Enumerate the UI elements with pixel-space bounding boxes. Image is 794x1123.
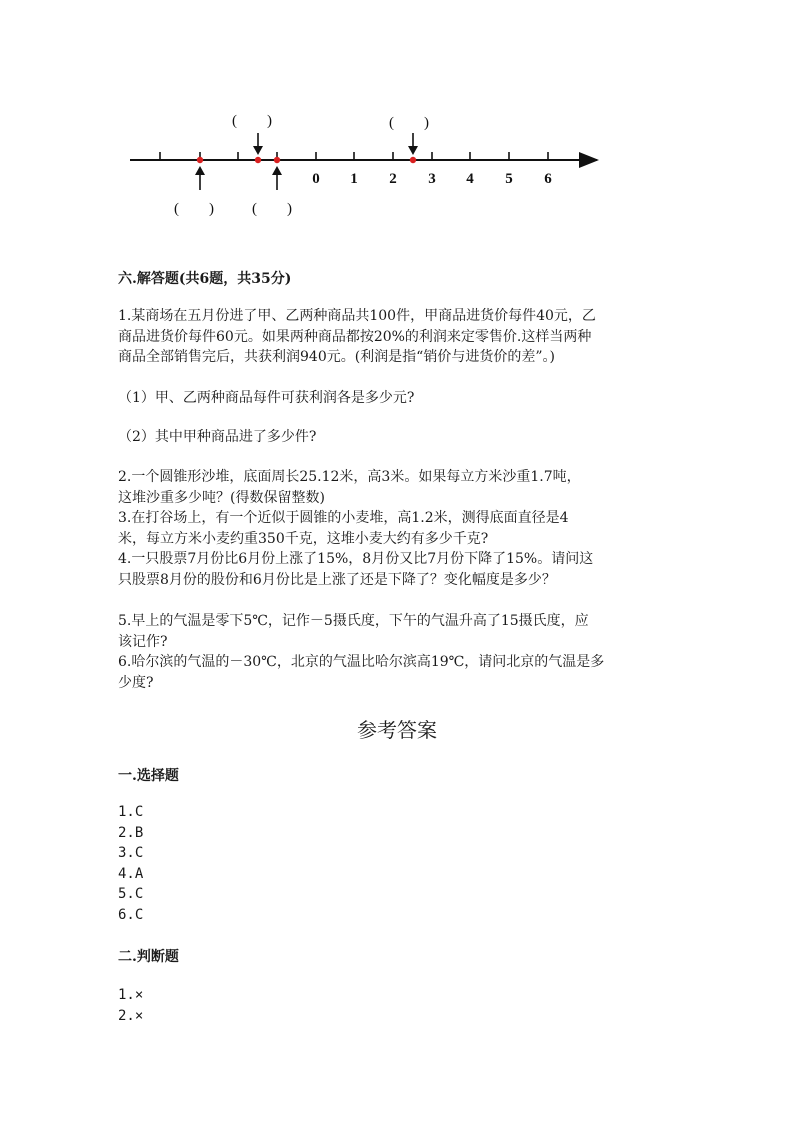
number-line-tick-label: 6: [544, 171, 552, 187]
answer-item: 2.B: [118, 824, 144, 841]
question-2: [118, 467, 678, 508]
choice-answer-list: [118, 802, 143, 926]
number-line-tick-label: 0: [312, 171, 320, 187]
question-5: [118, 611, 678, 652]
question-text-line: 4.一只股票7月份比6月份上涨了15%，8月份又比7月份下降了15%。请问这: [118, 551, 594, 567]
question-text-line: 商品全部销售完后，共获利润940元。(利润是指“销价与进货价的差”。): [118, 349, 555, 365]
answer-item: 5.C: [118, 886, 144, 903]
answer-blank-bottom-2[interactable]: ( ): [252, 201, 292, 217]
answer-item: 2.×: [118, 1007, 144, 1024]
question-text-line: 米，每立方米小麦约重350千克，这堆小麦大约有多少千克?: [118, 530, 489, 547]
up-arrow-icon: [272, 166, 282, 175]
answer-blank-top-1[interactable]: ( ): [232, 113, 272, 129]
number-line-tick-label: 3: [428, 171, 436, 187]
answer-item: 4.A: [118, 865, 144, 882]
answer-item: 1.C: [118, 804, 144, 820]
question-text-line: 1.某商场在五月份进了甲、乙两种商品共100件，甲商品进货价每件40元，乙: [118, 308, 596, 324]
number-line-tick-label: 1: [350, 171, 358, 187]
point-marker: [197, 157, 203, 163]
question-4: [118, 549, 678, 590]
number-line-tick-label: 4: [466, 171, 474, 187]
point-marker: [255, 157, 261, 163]
point-marker: [274, 157, 280, 163]
answer-item: 3.C: [118, 845, 144, 862]
up-arrow-icon: [195, 166, 205, 175]
number-line-tick-labels: [312, 171, 552, 187]
answer-blank-bottom-1[interactable]: ( ): [174, 201, 214, 217]
number-line-figure: [0, 0, 794, 240]
section-title: 六.解答题(共6题，共35分): [118, 271, 292, 287]
question-text-line: 3.在打谷场上，有一个近似于圆锥的小麦堆，高1.2米，测得底面直径是4: [118, 510, 569, 526]
question-text-line: 只股票8月份的股份和6月份比是上涨了还是下降了？变化幅度是多少？: [118, 571, 556, 588]
question-text-line: 2.一个圆锥形沙堆，底面周长25.12米，高3米。如果每立方米沙重1.7吨，: [118, 469, 581, 485]
point-marker: [410, 157, 416, 163]
question-1-sub-1: （1）甲、乙两种商品每件可获利润各是多少元?: [118, 390, 415, 406]
question-6: [118, 652, 678, 693]
answer-item: 1.×: [118, 987, 144, 1003]
number-line-tick-label: 2: [389, 171, 397, 187]
question-text-line: 该记作?: [118, 633, 168, 650]
answer-key-heading: 参考答案: [357, 718, 437, 742]
question-text-line: 6.哈尔滨的气温的－30℃，北京的气温比哈尔滨高19℃，请问北京的气温是多: [118, 654, 605, 670]
question-1: [118, 306, 678, 368]
question-text-line: 商品进货价每件60元。如果两种商品都按20%的利润来定零售价.这样当两种: [118, 328, 592, 345]
question-1-sub-2: （2）其中甲种商品进了多少件?: [118, 429, 317, 445]
answer-blank-top-2[interactable]: ( ): [389, 115, 429, 131]
question-text-line: 少度?: [118, 674, 154, 691]
number-line-tick-label: 5: [505, 171, 513, 187]
question-3: [118, 508, 678, 549]
question-text-line: 这堆沙重多少吨？(得数保留整数): [118, 489, 325, 506]
judge-answer-list: [118, 985, 143, 1026]
question-text-line: 5.早上的气温是零下5℃，记作－5摄氏度，下午的气温升高了15摄氏度，应: [118, 613, 589, 629]
number-line-ticks: [160, 152, 548, 160]
choice-section-title: 一.选择题: [118, 768, 179, 784]
answer-item: 6.C: [118, 906, 144, 923]
down-arrow-icon: [253, 146, 263, 155]
judge-section-title: 二.判断题: [118, 949, 179, 965]
down-arrow-icon: [408, 146, 418, 155]
